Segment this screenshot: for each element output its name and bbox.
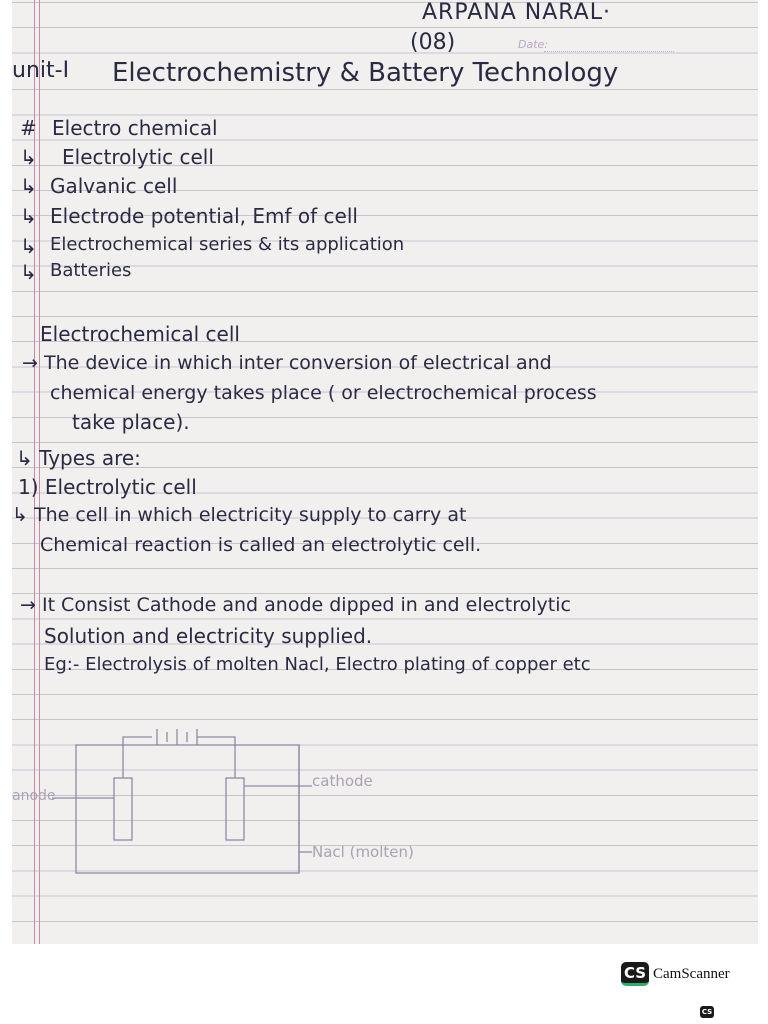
anode-electrode [114,778,132,840]
topic-bullet: ↳ [20,234,37,258]
topic-item: Electro chemical [52,116,218,140]
topic-item: Batteries [50,260,132,281]
anode-label: anode [12,788,56,804]
unit-title: Electrochemistry & Battery Technology [112,58,619,88]
topic-item: Electrode potential, Emf of cell [50,204,358,228]
notebook-page [12,0,758,944]
definition-line: chemical energy takes place ( or electrochemical process [50,382,597,404]
roll-number: (08) [410,30,456,55]
example-line: Eg:- Electrolysis of molten Nacl, Electro plating of copper etc [44,654,591,675]
container-outline [76,745,299,873]
topic-item: Electrolytic cell [62,145,214,169]
topic-item: Electrochemical series & its application [50,234,405,255]
definition-line: → The device in which inter conversion of electrical and [22,352,552,374]
cathode-label: cathode [312,772,373,790]
cathode-electrode [226,778,244,840]
consist-line: Solution and electricity supplied. [44,624,373,648]
topic-bullet: ↳ [20,260,37,284]
student-name: ARPANA NARAL· [422,0,611,25]
unit-label: unit-I [12,58,70,83]
types-heading: ↳ Types are: [16,446,141,470]
camscanner-small-logo: CS [701,1008,713,1016]
type-item: 1) Electrolytic cell [18,475,197,499]
camscanner-logo: CS [621,962,649,986]
definition-line: take place). [72,410,190,434]
topic-bullet: # [20,116,37,140]
electrolytic-cell-diagram [12,0,758,944]
type-description: ↳ The cell in which electricity supply to carry at [12,504,467,526]
solution-label: Nacl (molten) [312,843,414,861]
type-description: Chemical reaction is called an electrolytic cell. [40,534,482,556]
consist-line: → It Consist Cathode and anode dipped in and electrolytic [20,594,571,616]
topic-bullet: ↳ [20,204,37,228]
camscanner-text: CamScanner [653,966,730,982]
date-label: Date: [518,38,548,51]
topic-item: Galvanic cell [50,174,178,198]
section-heading: Electrochemical cell [40,322,240,346]
topic-bullet: ↳ [20,145,37,169]
topic-bullet: ↳ [20,174,37,198]
